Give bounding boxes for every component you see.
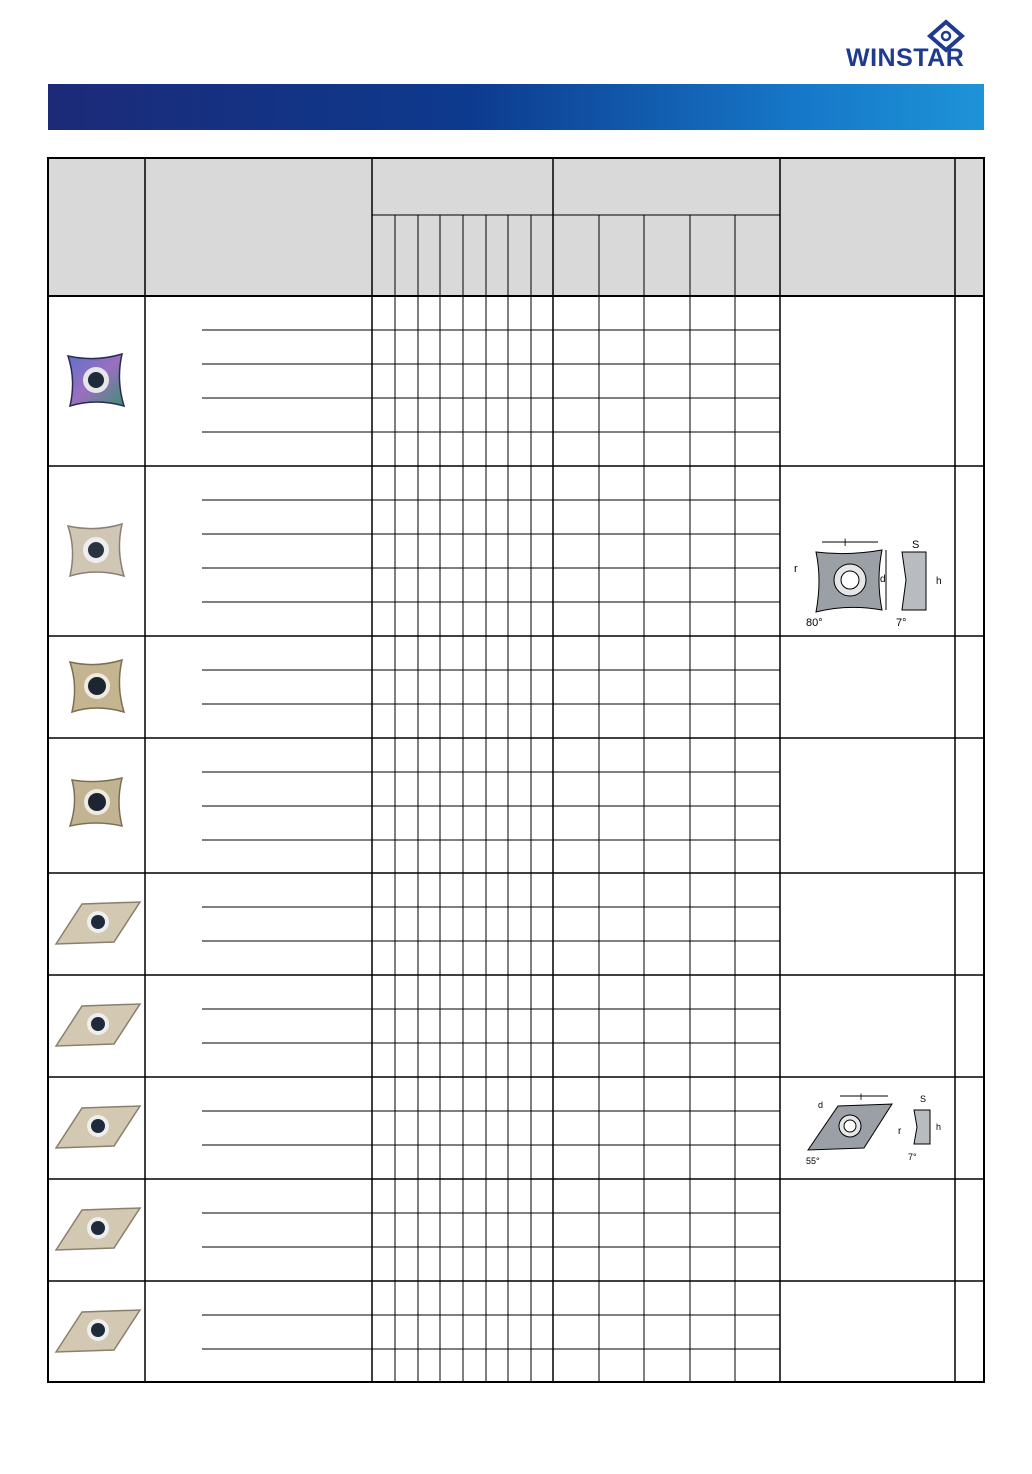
dim-s-label-2: S	[920, 1094, 927, 1104]
dim-l-label: l	[844, 538, 847, 549]
main-columns	[145, 158, 955, 1382]
dim-d-label: d	[880, 574, 886, 585]
table-header-band	[49, 159, 983, 295]
dim-l-label-2: l	[860, 1092, 862, 1102]
insert-7-image	[52, 1100, 142, 1156]
insert-5-image	[52, 896, 142, 952]
dc-55-diagram	[786, 1086, 950, 1170]
angle-80-label: 80°	[806, 617, 823, 629]
angle-55-label: 55°	[806, 1156, 820, 1166]
insert-8-image	[52, 1202, 142, 1258]
table-frame	[48, 158, 984, 1382]
insert-2-image	[62, 520, 130, 580]
dim-r-label-2: r	[898, 1126, 902, 1137]
dim-d-label-2: d	[818, 1100, 824, 1110]
dim-s-label: S	[912, 539, 920, 551]
insert-1-image	[62, 350, 130, 410]
dim-h-label: h	[936, 576, 942, 587]
insert-9-image	[52, 1304, 142, 1360]
insert-6-image	[52, 998, 142, 1054]
insert-4-image	[64, 772, 128, 832]
clearance-label: 7°	[896, 617, 907, 629]
dim-r-label: r	[794, 563, 798, 575]
dim-h-label-2: h	[936, 1122, 942, 1132]
clearance-label-2: 7°	[908, 1152, 917, 1162]
insert-3-image	[64, 656, 128, 716]
brand-name: WINSTAR	[846, 44, 965, 72]
sub-columns	[395, 215, 735, 1382]
cc-80-diagram	[786, 530, 950, 634]
row-lines	[202, 330, 780, 1349]
